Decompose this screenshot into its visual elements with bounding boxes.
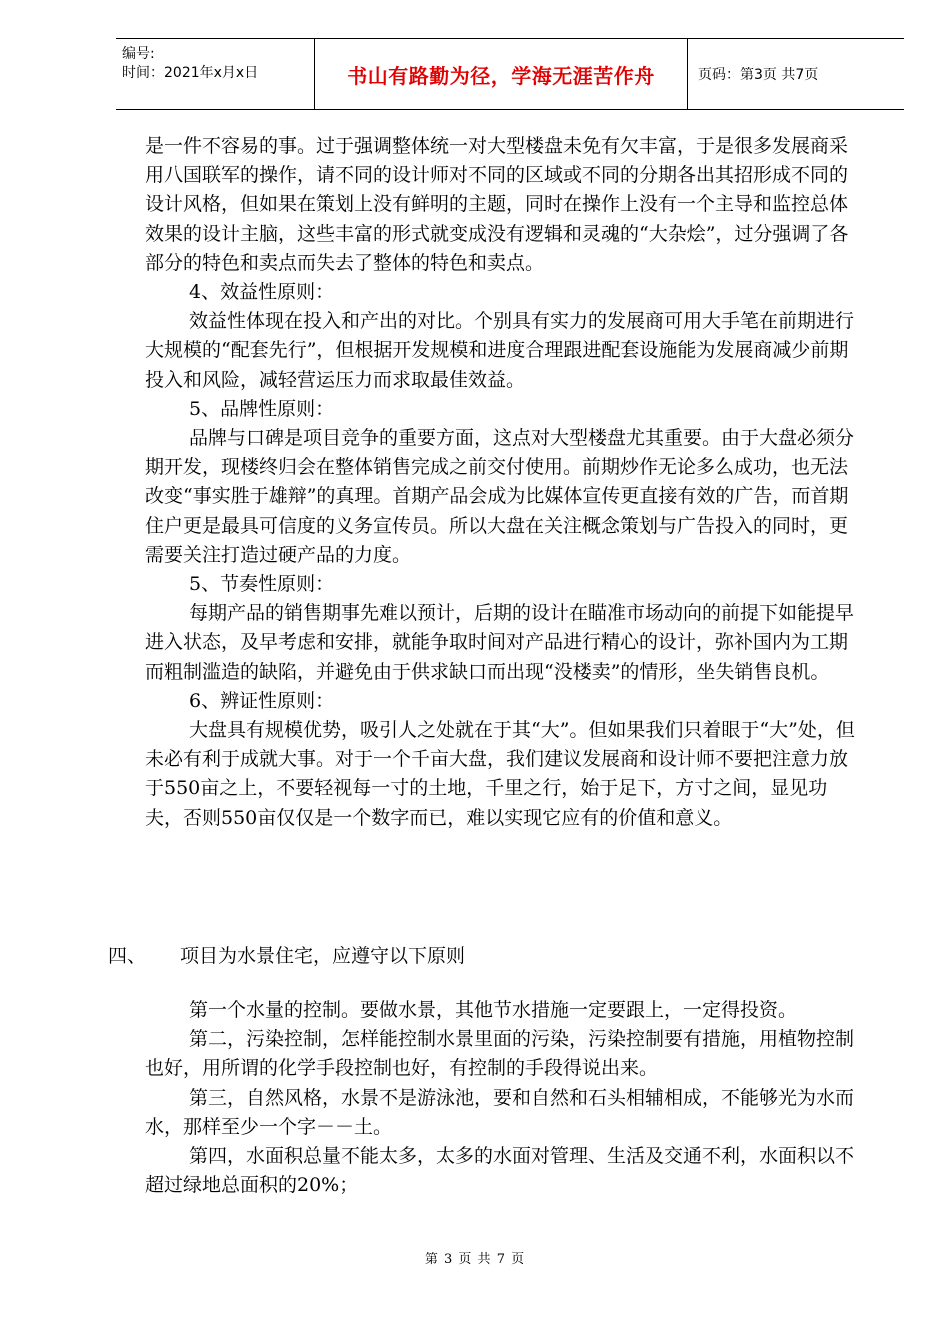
header-motto-cell <box>314 39 688 109</box>
page-header <box>116 38 904 110</box>
subheading: 4、效益性原则： <box>189 281 335 304</box>
section-body <box>145 996 865 1200</box>
page-footer: 第 3 页 共 7 页 <box>424 1252 526 1267</box>
subheading: 5、节奏性原则： <box>189 573 335 596</box>
paragraph: 第四，水面积总量不能太多，太多的水面对管理、生活及交通不利，水面积以不超过绿地总面积的20%； <box>145 1145 855 1197</box>
paragraph: 第一个水量的控制。要做水景，其他节水措施一定要跟上，一定得投资。 <box>189 999 798 1021</box>
paragraph: 效益性体现在投入和产出的对比。个别具有实力的发展商可用大手笔在前期进行大规模的“配套先行”，但根据开发规模和进度合理跟进配套设施能为发展商减少前期投入和风险，减轻营运压力而求取最佳效益。 <box>145 310 855 391</box>
section-number: 四、 <box>108 945 147 967</box>
paragraph: 第二，污染控制，怎样能控制水景里面的污染，污染控制要有措施，用植物控制也好，用所谓的化学手段控制也好，有控制的手段得说出来。 <box>145 1028 855 1080</box>
paragraph: 品牌与口碑是项目竞争的重要方面，这点对大型楼盘尤其重要。由于大盘必须分期开发，现楼终归会在整体销售完成之前交付使用。前期炒作无论多么成功，也无法改变“事实胜于雄辩”的真理。首期产品会成为比媒体宣传更直接有效的广告，而首期住户更是最具可信度的义务宣传员。所以大盘在关注概念策划与广告投入的同时，更需要关注打造过硬产品的力度。 <box>145 427 855 566</box>
doc-number-label: 编号: <box>122 46 155 62</box>
document-body <box>145 132 865 833</box>
paragraph: 每期产品的销售期事先难以预计，后期的设计在瞄准市场动向的前提下如能提早进入状态，及早考虑和安排，就能争取时间对产品进行精心的设计，弥补国内为工期而粗制滥造的缺陷，并避免由于供求缺口而出现“没楼卖”的情形，坐失销售良机。 <box>145 602 855 683</box>
subheading: 5、品牌性原则： <box>189 397 335 420</box>
section-title: 项目为水景住宅，应遵守以下原则 <box>180 945 466 967</box>
paragraph: 大盘具有规模优势，吸引人之处就在于其“大”。但如果我们只着眼于“大”处，但未必有利于成就大事。对于一个千亩大盘，我们建议发展商和设计师不要把注意力放于550亩之上，不要轻视每一寸的土地，千里之行，始于足下，方寸之间，显见功夫，否则550亩仅仅是一个数字而已，难以实现它应有的价值和意义。 <box>145 719 855 829</box>
doc-time-label: 时间：2021年x月x日 <box>122 65 259 81</box>
paragraph: 第三，自然风格，水景不是游泳池，要和自然和石头相辅相成，不能够光为水而水，那样至少一个字－－土。 <box>145 1086 855 1138</box>
subheading: 6、辨证性原则： <box>189 689 335 712</box>
header-meta <box>116 39 314 109</box>
header-page-info: 页码：第3页 共7页 <box>698 67 819 83</box>
section-heading <box>108 942 868 971</box>
header-motto: 书山有路勤为径，学海无涯苦作舟 <box>347 63 655 88</box>
paragraph: 是一件不容易的事。过于强调整体统一对大型楼盘未免有欠丰富，于是很多发展商采用八国联军的操作，请不同的设计师对不同的区域或不同的分期各出其招形成不同的设计风格，但如果在策划上没有鲜明的主题，同时在操作上没有一个主导和监控总体效果的设计主脑，这些丰富的形式就变成没有逻辑和灵魂的“大杂烩”，过分强调了各部分的特色和卖点而失去了整体的特色和卖点。 <box>145 135 849 274</box>
